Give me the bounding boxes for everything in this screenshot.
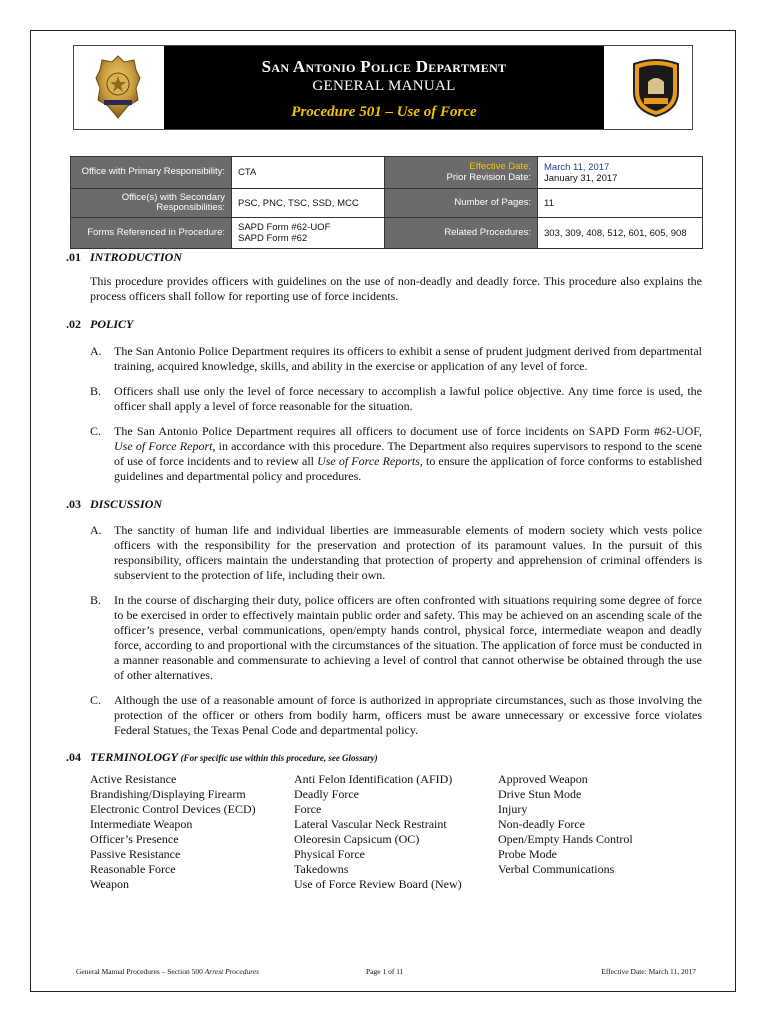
prior-date-label: Prior Revision Date:	[446, 171, 531, 183]
procedure-title: Procedure 501 – Use of Force	[291, 104, 477, 120]
terminology-item: Passive Resistance	[90, 847, 181, 861]
footer-page-number: Page 1 of 11	[366, 967, 404, 976]
terminology-item: Verbal Communications	[498, 862, 615, 876]
related-value: 303, 309, 408, 512, 601, 605, 908	[538, 218, 703, 249]
item-letter: B.	[90, 384, 102, 398]
section-title: DISCUSSION	[90, 497, 163, 511]
item-letter: C.	[90, 693, 102, 707]
pages-value: 11	[538, 189, 703, 218]
terminology-item: Drive Stun Mode	[498, 787, 582, 801]
item-text: , in accordance with this procedure. The Department also requires supervisors to respond to the scene of use of force incidents and to review all	[114, 439, 702, 468]
section-number: .04	[66, 750, 81, 764]
footer-effective-date: Effective Date: March 11, 2017	[601, 967, 696, 976]
terminology-column-3	[498, 772, 702, 892]
manual-name: GENERAL MANUAL	[312, 78, 456, 94]
section-heading-terminology	[66, 750, 702, 766]
header-banner	[73, 45, 693, 130]
related-label: Related Procedures:	[385, 218, 538, 249]
terminology-item: Intermediate Weapon	[90, 817, 193, 831]
section-title: INTRODUCTION	[90, 250, 183, 264]
terminology-item: Oleoresin Capsicum (OC)	[294, 832, 420, 846]
terminology-item: Deadly Force	[294, 787, 359, 801]
terminology-item: Physical Force	[294, 847, 365, 861]
item-text: The San Antonio Police Department requires its officers to exhibit a sense of prudent judgment derived from departmental training, acquired knowledge, skills, and ability in the exercise or application of any level of force.	[114, 344, 702, 373]
discussion-item-c	[90, 693, 702, 738]
section-title: POLICY	[90, 317, 134, 331]
item-text: In the course of discharging their duty, police officers are often confronted with situations requiring some degree of force to be exercised in order to effectively maintain public order and safety. This may be achieved on an ascending scale of the officer’s presence, verbal communications, open/empty hands control, physical force, intermediate weapon and deadly force, according to and proportional with the circumstances of the situation. The application of force must be conducted in a manner reasonable and commensurate to achieving a level of control that cannot otherwise be obtained through the use of other alternatives.	[114, 593, 702, 682]
policy-item-c	[90, 424, 702, 484]
prior-date-value: January 31, 2017	[544, 172, 618, 184]
terminology-item: Use of Force Review Board (New)	[294, 877, 462, 891]
forms-label: Forms Referenced in Procedure:	[71, 218, 232, 249]
effective-date-value: March 11, 2017	[544, 161, 610, 173]
info-table	[70, 156, 703, 249]
terminology-item: Lateral Vascular Neck Restraint	[294, 817, 447, 831]
primary-value: CTA	[232, 157, 385, 189]
effective-date-label: Effective Date:	[469, 161, 531, 173]
terminology-item: Active Resistance	[90, 772, 177, 786]
police-patch-icon	[630, 58, 682, 118]
terminology-item: Officer’s Presence	[90, 832, 179, 846]
terminology-item: Electronic Control Devices (ECD)	[90, 802, 256, 816]
item-letter: A.	[90, 523, 102, 537]
terminology-item: Non-deadly Force	[498, 817, 585, 831]
table-row	[71, 189, 703, 218]
terminology-item: Reasonable Force	[90, 862, 176, 876]
section-heading-introduction	[66, 250, 702, 265]
section-heading-policy	[66, 317, 702, 332]
terminology-item: Probe Mode	[498, 847, 557, 861]
dates-value-cell	[538, 157, 703, 189]
dates-label-cell	[385, 157, 538, 189]
policy-item-a	[90, 344, 702, 374]
forms-value-2: SAPD Form #62	[238, 233, 308, 244]
terminology-list	[90, 772, 702, 892]
discussion-item-a	[90, 523, 702, 583]
table-row	[71, 157, 703, 189]
item-letter: B.	[90, 593, 102, 607]
policy-item-b	[90, 384, 702, 414]
footer-left	[76, 967, 259, 976]
terminology-item: Approved Weapon	[498, 772, 588, 786]
item-letter: A.	[90, 344, 102, 358]
item-text: Officers shall use only the level of force necessary to accomplish a lawful police objective. Any time force is used, the officer shall apply a level of force reasonable for the situation.	[114, 384, 702, 413]
section-number: .01	[66, 250, 81, 264]
primary-label: Office with Primary Responsibility:	[71, 157, 232, 189]
pages-label: Number of Pages:	[385, 189, 538, 218]
footer-left-text: General Manual Procedures – Section 500	[76, 967, 205, 976]
table-row	[71, 218, 703, 249]
terminology-item: Open/Empty Hands Control	[498, 832, 633, 846]
document-body	[66, 250, 702, 892]
section-title: TERMINOLOGY	[90, 750, 178, 764]
forms-value-1: SAPD Form #62-UOF	[238, 222, 331, 233]
footer-left-italic: Arrest Procedures	[204, 967, 260, 976]
forms-value-cell	[232, 218, 385, 249]
terminology-item: Takedowns	[294, 862, 349, 876]
terminology-column-1	[90, 772, 294, 892]
org-name: San Antonio Police Department	[261, 57, 507, 76]
terminology-item: Injury	[498, 802, 528, 816]
terminology-item: Brandishing/Displaying Firearm	[90, 787, 246, 801]
section-number: .02	[66, 317, 81, 331]
item-text: Although the use of a reasonable amount of force is authorized in appropriate circumstances, such as those involving the protection of the officer or others from bodily harm, officers must be aware unnecessary or excessive force violates Federal Statues, the Texas Penal Code and departmental policy.	[114, 693, 702, 737]
introduction-paragraph: This procedure provides officers with guidelines on the use of non-deadly and deadly force. This procedure also explains the process officers shall follow for reporting use of force incidents.	[90, 274, 702, 303]
item-text: to ensure the application of force conforms to established guidelines and departmental policy and procedures.	[114, 454, 702, 483]
section-number: .03	[66, 497, 81, 511]
terminology-item: Anti Felon Identification (AFID)	[294, 772, 453, 786]
terminology-item: Weapon	[90, 877, 130, 891]
item-text-italic: Use of Force Report	[114, 439, 213, 453]
item-text-italic: Use of Force Reports,	[317, 454, 423, 468]
banner-title-block	[164, 46, 604, 129]
section-heading-discussion	[66, 497, 702, 512]
terminology-column-2	[294, 772, 498, 892]
discussion-item-b	[90, 593, 702, 683]
item-text: The San Antonio Police Department requires all officers to document use of force incidents on SAPD Form #62-UOF,	[114, 424, 702, 438]
terminology-item: Force	[294, 802, 322, 816]
secondary-label: Office(s) with Secondary Responsibilities:	[71, 189, 232, 218]
item-letter: C.	[90, 424, 102, 438]
terminology-note: (For specific use within this procedure, see Glossary)	[180, 753, 378, 763]
secondary-value: PSC, PNC, TSC, SSD, MCC	[232, 189, 385, 218]
police-badge-icon	[94, 54, 142, 120]
item-text: The sanctity of human life and individual liberties are immeasurable elements of modern society which vests police officers with the responsibility for the preservation and protection of its paramount values. In the pursuit of this responsibility, officers maintain the understanding that protection of property and apprehension of criminal offenders is subservient to the protection of life, including their own.	[114, 523, 702, 582]
